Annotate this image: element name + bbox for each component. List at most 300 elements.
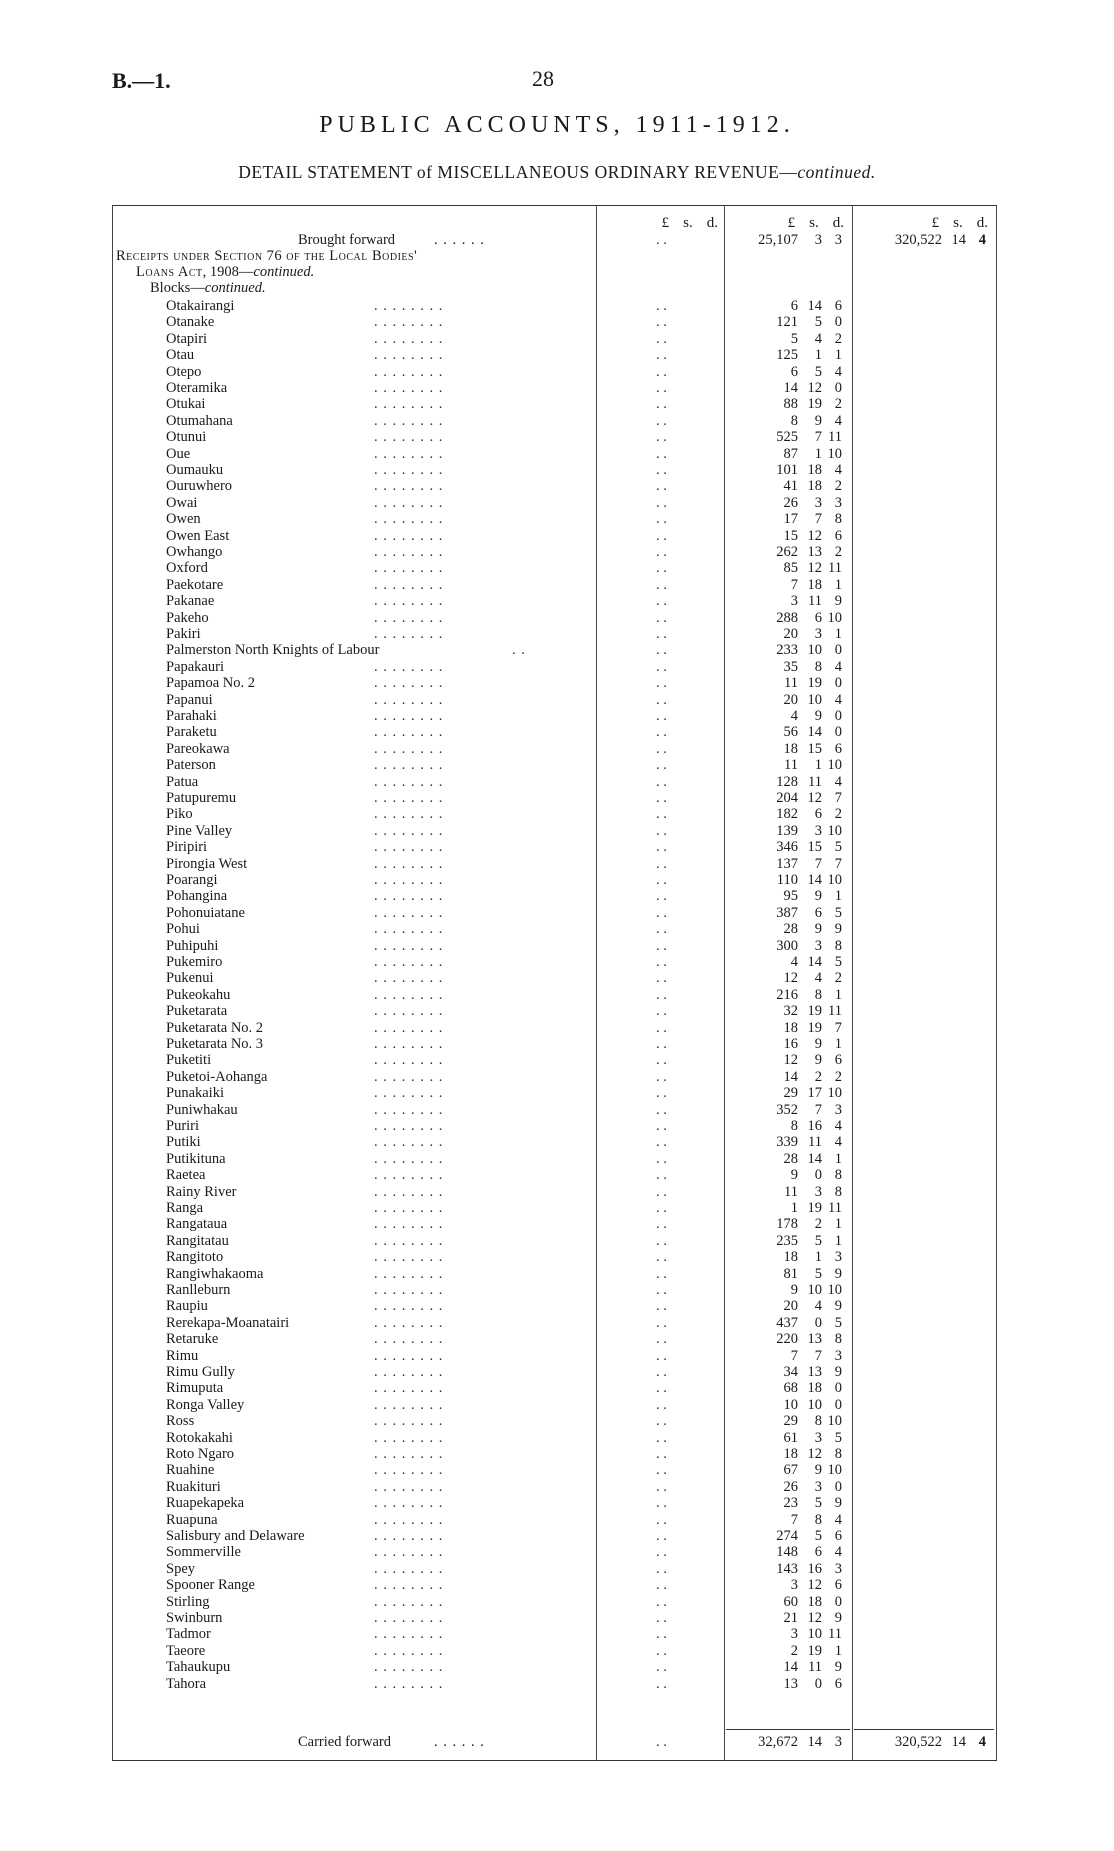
table-row xyxy=(112,888,996,904)
leader-dots: . . . . . . . . xyxy=(374,1282,444,1298)
table-row xyxy=(112,1216,996,1232)
block-name: Piko xyxy=(166,806,193,823)
amount-pounds: 61 xyxy=(783,1429,798,1446)
block-name: Ranga xyxy=(166,1200,204,1216)
block-name: Puniwhakau xyxy=(166,1101,238,1118)
leader-dots: . . . . . . . . xyxy=(374,1150,444,1167)
table-row xyxy=(112,1036,996,1052)
table-row xyxy=(112,692,996,708)
amount-pounds: 10 xyxy=(783,1396,798,1413)
col1-empty-dots: . . xyxy=(656,478,667,495)
amount-shillings: 3 xyxy=(814,822,822,839)
table-row xyxy=(112,921,996,937)
leader-dots: . . . . . . . . xyxy=(374,757,444,774)
leader-dots: . . . . . . . . xyxy=(374,429,444,446)
amount-pence: 4 xyxy=(834,1118,842,1134)
table-row xyxy=(112,1249,996,1265)
leader-dots: . . . . . . . . xyxy=(374,560,444,577)
brought-forward-row xyxy=(112,232,996,248)
table-row xyxy=(112,1544,996,1560)
leader-dots: . . . . . . . . xyxy=(374,1167,444,1184)
table-row xyxy=(112,577,996,593)
table-row xyxy=(112,560,996,576)
leader-dots: . . . . . . . . xyxy=(374,740,444,757)
table-row xyxy=(112,1676,996,1692)
table-row xyxy=(112,1380,996,1396)
amount-shillings: 3 xyxy=(814,494,822,511)
amount-pence: 10 xyxy=(827,872,842,888)
amount-pounds: 4 xyxy=(790,954,798,970)
leader-dots: . . . . . . . . xyxy=(374,1429,444,1446)
block-name: Oue xyxy=(166,445,191,462)
block-name: Parahaki xyxy=(166,708,217,724)
block-name: Tahora xyxy=(166,1675,207,1692)
col1-empty-dots: . . xyxy=(656,839,667,856)
amount-pence: 4 xyxy=(834,1511,842,1528)
col1-empty-dots: . . xyxy=(656,1610,667,1626)
col1-empty-dots: . . xyxy=(656,1167,667,1184)
table-row xyxy=(112,708,996,724)
amount-pence: 10 xyxy=(827,1462,842,1479)
amount-shillings: 7 xyxy=(814,855,822,872)
leader-dots: . . . . . . . . xyxy=(374,1232,444,1249)
amount-shillings: 19 xyxy=(807,396,822,413)
block-name: Papamoa No. 2 xyxy=(166,675,255,692)
amount-pence: 4 xyxy=(978,232,986,248)
block-name: Ronga Valley xyxy=(166,1396,245,1413)
amount-pence: 0 xyxy=(834,675,842,692)
block-name: Otunui xyxy=(166,429,207,446)
col1-empty-dots: . . xyxy=(656,1036,667,1052)
amount-pounds: 81 xyxy=(783,1265,798,1282)
amount-pence: 11 xyxy=(828,1626,842,1643)
amount-pounds: 4 xyxy=(790,708,798,724)
table-row xyxy=(112,938,996,954)
brought-forward-col1: . . xyxy=(656,232,667,248)
block-name: Paterson xyxy=(166,757,216,774)
leader-dots: . . . . . . . . xyxy=(374,363,444,380)
leader-dots: . . . . . . . . xyxy=(374,1610,444,1626)
table-row xyxy=(112,905,996,921)
leader-dots: . . . . . . . . xyxy=(374,576,444,593)
amount-pence: 6 xyxy=(834,298,842,314)
table-row xyxy=(112,1626,996,1642)
amount-pence: 5 xyxy=(834,839,842,856)
leader-dots: . . . . . . . . xyxy=(374,1036,444,1052)
block-name: Papakauri xyxy=(166,658,224,675)
block-name: Oumauku xyxy=(166,462,224,478)
leader-dots: . . . . . . . . xyxy=(374,1085,444,1102)
block-name: Poarangi xyxy=(166,872,218,888)
col1-empty-dots: . . xyxy=(656,1249,667,1266)
amount-pounds: 220 xyxy=(776,1331,798,1348)
col1-empty-dots: . . xyxy=(656,1659,667,1676)
amount-pounds: 2 xyxy=(790,1642,798,1659)
amount-pounds: 274 xyxy=(776,1528,798,1544)
amount-pounds: 11 xyxy=(784,757,798,774)
block-name: Puketarata xyxy=(166,1003,228,1020)
block-name: Rangataua xyxy=(166,1216,228,1233)
block-name: Puhipuhi xyxy=(166,937,219,954)
brought-forward-dots: . . . . . . xyxy=(434,232,485,248)
col2-header xyxy=(734,215,844,232)
block-name: Stirling xyxy=(166,1593,210,1610)
block-name: Palmerston North Knights of Labour xyxy=(166,642,380,659)
leader-dots: . . . . . . . . xyxy=(374,1216,444,1233)
carried-forward-col1: . . xyxy=(656,1734,667,1750)
amount-pence: 3 xyxy=(834,232,842,248)
amount-pounds: 7 xyxy=(790,1347,798,1364)
amount-pounds: 11 xyxy=(784,675,798,692)
block-name: Rimu Gully xyxy=(166,1364,235,1380)
amount-pounds: 29 xyxy=(783,1085,798,1102)
amount-pence: 0 xyxy=(834,1380,842,1397)
amount-shillings: 6 xyxy=(814,806,822,823)
amount-pounds: 288 xyxy=(776,609,798,626)
block-name: Otanake xyxy=(166,314,215,331)
table-row xyxy=(112,1069,996,1085)
amount-pounds: 437 xyxy=(776,1314,798,1331)
leader-dots: . . . . . . . . xyxy=(374,1642,444,1659)
col1-empty-dots: . . xyxy=(656,675,667,692)
block-name: Tadmor xyxy=(166,1626,211,1643)
col1-empty-dots: . . xyxy=(656,691,667,708)
leader-dots: . . . . . . . . xyxy=(374,1560,444,1577)
blocks-heading xyxy=(150,280,266,296)
leader-dots: . . . . . . . . xyxy=(374,1331,444,1348)
table-row xyxy=(112,839,996,855)
block-name: Owai xyxy=(166,494,198,511)
col1-empty-dots: . . xyxy=(656,1216,667,1233)
leader-dots: . . . . . . . . xyxy=(374,1396,444,1413)
amount-shillings: 13 xyxy=(807,1364,822,1380)
amount-pounds: 68 xyxy=(783,1380,798,1397)
col1-empty-dots: . . xyxy=(656,1085,667,1102)
amount-shillings: 6 xyxy=(814,1544,822,1561)
block-name: Punakaiki xyxy=(166,1085,224,1102)
block-name: Oteramika xyxy=(166,380,228,396)
amount-pence: 0 xyxy=(834,642,842,659)
block-name: Puketarata No. 2 xyxy=(166,1019,264,1036)
block-name: Otapiri xyxy=(166,330,208,347)
table-row xyxy=(112,511,996,527)
amount-pence: 1 xyxy=(834,1642,842,1659)
amount-shillings: 5 xyxy=(814,1495,822,1512)
amount-shillings: 12 xyxy=(807,380,822,396)
amount-pence: 0 xyxy=(834,380,842,396)
amount-pounds: 14 xyxy=(783,380,798,396)
col1-empty-dots: . . xyxy=(656,527,667,544)
leader-dots: . . . . . . . . xyxy=(374,478,444,495)
block-name: Rangitoto xyxy=(166,1249,224,1266)
block-name: Pukeokahu xyxy=(166,986,231,1003)
block-name: Retaruke xyxy=(166,1331,219,1348)
amount-pounds: 32,672 xyxy=(758,1734,798,1750)
amount-pounds: 525 xyxy=(776,429,798,446)
amount-pence: 1 xyxy=(834,888,842,905)
leader-dots: . . . . . . . . xyxy=(374,1314,444,1331)
amount-shillings: 9 xyxy=(814,888,822,905)
amount-shillings: 6 xyxy=(814,609,822,626)
table-row xyxy=(112,970,996,986)
amount-pence: 9 xyxy=(834,1610,842,1626)
col1-empty-dots: . . xyxy=(656,298,667,314)
leader-dots: . . . . . . . . xyxy=(374,298,444,314)
amount-pence: 8 xyxy=(834,1446,842,1462)
block-name: Puriri xyxy=(166,1118,200,1134)
col1-empty-dots: . . xyxy=(656,872,667,888)
amount-pence: 9 xyxy=(834,921,842,938)
amount-shillings: 4 xyxy=(814,970,822,987)
block-name: Paekotare xyxy=(166,576,224,593)
leader-dots: . . . . . . . . xyxy=(374,1265,444,1282)
amount-pounds: 20 xyxy=(783,691,798,708)
block-name: Rerekapa-Moanatairi xyxy=(166,1314,290,1331)
section-heading-line1: Receipts under Section 76 of the Local Bodies' xyxy=(116,248,418,264)
block-name: Pukenui xyxy=(166,970,214,987)
leader-dots: . . . . . . . . xyxy=(374,1101,444,1118)
amount-pounds: 35 xyxy=(783,658,798,675)
table-row xyxy=(112,1643,996,1659)
leader-dots: . . . . . . . . xyxy=(374,839,444,856)
amount-shillings: 1 xyxy=(814,757,822,774)
col1-empty-dots: . . xyxy=(656,1380,667,1397)
amount-pence: 4 xyxy=(834,1134,842,1151)
amount-pounds: 320,522 xyxy=(894,232,942,248)
col1-empty-dots: . . xyxy=(656,445,667,462)
amount-pounds: 28 xyxy=(783,1150,798,1167)
amount-pence: 8 xyxy=(834,1331,842,1348)
block-name: Ruapuna xyxy=(166,1511,218,1528)
amount-pence: 4 xyxy=(834,773,842,790)
table-row xyxy=(112,774,996,790)
amount-shillings: 9 xyxy=(814,1462,822,1479)
amount-pence: 6 xyxy=(834,740,842,757)
col1-empty-dots: . . xyxy=(656,1265,667,1282)
block-name: Papanui xyxy=(166,691,213,708)
amount-shillings: 7 xyxy=(814,511,822,528)
table-row xyxy=(112,1397,996,1413)
amount-shillings: 13 xyxy=(807,544,822,560)
col1-empty-dots: . . xyxy=(656,1577,667,1594)
amount-shillings: 3 xyxy=(814,1183,822,1200)
table-row xyxy=(112,1134,996,1150)
amount-pence: 7 xyxy=(834,855,842,872)
col1-empty-dots: . . xyxy=(656,757,667,774)
table-row xyxy=(112,1594,996,1610)
amount-shillings: 2 xyxy=(814,1068,822,1085)
amount-shillings: 3 xyxy=(814,232,822,248)
col1-empty-dots: . . xyxy=(656,1593,667,1610)
table-row xyxy=(112,495,996,511)
leader-dots: . . . . . . . . xyxy=(374,1134,444,1151)
table-row xyxy=(112,642,996,658)
col1-empty-dots: . . xyxy=(656,658,667,675)
amount-pence: 9 xyxy=(834,1364,842,1380)
block-name: Owen East xyxy=(166,527,230,544)
amount-shillings: 16 xyxy=(807,1118,822,1134)
amount-pence: 2 xyxy=(834,478,842,495)
leader-dots: . . . . . . . . xyxy=(374,1478,444,1495)
amount-shillings: 19 xyxy=(807,675,822,692)
table-row xyxy=(112,413,996,429)
block-name: Pakanae xyxy=(166,593,215,610)
block-name: Puketiti xyxy=(166,1052,212,1069)
table-row xyxy=(112,1282,996,1298)
amount-pounds: 34 xyxy=(783,1364,798,1380)
block-name: Ruapekapeka xyxy=(166,1495,245,1512)
amount-shillings: 1 xyxy=(814,347,822,364)
amount-shillings: 9 xyxy=(814,708,822,724)
amount-pence: 2 xyxy=(834,970,842,987)
amount-pounds: 26 xyxy=(783,1478,798,1495)
amount-shillings: 15 xyxy=(807,740,822,757)
amount-shillings: 5 xyxy=(814,363,822,380)
block-name: Rangiwhakaoma xyxy=(166,1265,264,1282)
col1-empty-dots: . . xyxy=(656,462,667,478)
leader-dots: . . . . . . . . xyxy=(374,1347,444,1364)
amount-pence: 6 xyxy=(834,527,842,544)
amount-pence: 6 xyxy=(834,1675,842,1692)
col1-empty-dots: . . xyxy=(656,1347,667,1364)
amount-pence: 6 xyxy=(834,1052,842,1069)
amount-pounds: 21 xyxy=(783,1610,798,1626)
amount-pounds: 23 xyxy=(783,1495,798,1512)
leader-dots: . . . . . . . . xyxy=(374,1019,444,1036)
block-name: Rangitatau xyxy=(166,1232,229,1249)
amount-pounds: 320,522 xyxy=(894,1734,942,1750)
amount-pounds: 18 xyxy=(783,1019,798,1036)
col1-empty-dots: . . xyxy=(656,380,667,396)
col1-empty-dots: . . xyxy=(656,1495,667,1512)
amount-pounds: 233 xyxy=(776,642,798,659)
blocks-label: Blocks— xyxy=(150,280,205,296)
col1-empty-dots: . . xyxy=(656,1462,667,1479)
col1-empty-dots: . . xyxy=(656,1364,667,1380)
col1-empty-dots: . . xyxy=(656,773,667,790)
act-continued: continued. xyxy=(253,264,315,280)
table-bottom-rule xyxy=(112,1760,997,1761)
amount-shillings: 13 xyxy=(807,1331,822,1348)
subtitle-continued: continued. xyxy=(797,162,876,182)
amount-shillings: 7 xyxy=(814,429,822,446)
block-name: Taeore xyxy=(166,1642,206,1659)
amount-pence: 3 xyxy=(834,1347,842,1364)
leader-dots: . . . . . . . . xyxy=(374,1626,444,1643)
col1-empty-dots: . . xyxy=(656,1429,667,1446)
revenue-table xyxy=(112,205,996,1760)
table-row xyxy=(112,954,996,970)
table-row xyxy=(112,1348,996,1364)
amount-pounds: 182 xyxy=(776,806,798,823)
subtotal-rule-col2 xyxy=(726,1729,850,1730)
block-name: Rimuputa xyxy=(166,1380,224,1397)
table-row xyxy=(112,298,996,314)
amount-pounds: 139 xyxy=(776,822,798,839)
amount-shillings: 12 xyxy=(807,560,822,577)
table-row xyxy=(112,872,996,888)
amount-pounds: 110 xyxy=(776,872,798,888)
table-row xyxy=(112,1512,996,1528)
col1-empty-dots: . . xyxy=(656,970,667,987)
leader-dots: . . . . . . . . xyxy=(374,921,444,938)
page-number: 28 xyxy=(532,66,554,91)
col1-empty-dots: . . xyxy=(656,363,667,380)
amount-shillings: 12 xyxy=(807,527,822,544)
block-name: Pakiri xyxy=(166,626,201,642)
table-row xyxy=(112,1430,996,1446)
leader-dots: . . . . . . . . xyxy=(374,609,444,626)
page-title: PUBLIC ACCOUNTS, 1911-1912. xyxy=(319,112,795,138)
amount-pence: 9 xyxy=(834,1265,842,1282)
leader-dots: . . . . . . . . xyxy=(374,1462,444,1479)
col1-empty-dots: . . xyxy=(656,806,667,823)
leader-dots: . . . . . . . . xyxy=(374,806,444,823)
table-row xyxy=(112,1659,996,1675)
leader-dots: . . . . . . . . xyxy=(374,1183,444,1200)
col1-empty-dots: . . xyxy=(656,576,667,593)
col1-empty-dots: . . xyxy=(656,1314,667,1331)
table-row xyxy=(112,1167,996,1183)
amount-pounds: 8 xyxy=(790,1118,798,1134)
amount-pence: 5 xyxy=(834,1429,842,1446)
col1-empty-dots: . . xyxy=(656,937,667,954)
col1-empty-dots: . . xyxy=(656,330,667,347)
amount-pounds: 18 xyxy=(783,1249,798,1266)
block-name: Pareokawa xyxy=(166,740,230,757)
leader-dots: . . . . . . . . xyxy=(374,1593,444,1610)
document-reference: B.—1. xyxy=(112,68,171,93)
col2-shilling: s. xyxy=(809,215,819,231)
block-name: Patupuremu xyxy=(166,790,237,806)
amount-shillings: 9 xyxy=(814,1036,822,1052)
amount-pence: 8 xyxy=(834,937,842,954)
leader-dots: . . . . . . . . xyxy=(374,790,444,806)
amount-pence: 4 xyxy=(834,462,842,478)
col1-header xyxy=(608,215,718,232)
amount-pounds: 56 xyxy=(783,724,798,741)
amount-shillings: 7 xyxy=(814,1347,822,1364)
amount-pence: 3 xyxy=(834,1101,842,1118)
amount-pence: 2 xyxy=(834,806,842,823)
amount-pounds: 32 xyxy=(783,1003,798,1020)
table-row xyxy=(112,544,996,560)
amount-pence: 1 xyxy=(834,1150,842,1167)
leader-dots: . . . . . . . . xyxy=(374,822,444,839)
leader-dots: . . . . . . . . xyxy=(374,1446,444,1462)
table-row xyxy=(112,1298,996,1314)
leader-dots: . . . . . . . . xyxy=(374,494,444,511)
col1-empty-dots: . . xyxy=(656,822,667,839)
col1-empty-dots: . . xyxy=(656,396,667,413)
amount-shillings: 18 xyxy=(807,462,822,478)
amount-shillings: 9 xyxy=(814,921,822,938)
amount-pounds: 16 xyxy=(783,1036,798,1052)
block-name: Ranlleburn xyxy=(166,1282,231,1298)
table-row xyxy=(112,462,996,478)
col1-empty-dots: . . xyxy=(656,904,667,921)
leader-dots: . . . . . . . . xyxy=(374,1495,444,1512)
amount-shillings: 3 xyxy=(814,1429,822,1446)
block-name: Piripiri xyxy=(166,839,208,856)
col1-empty-dots: . . xyxy=(656,921,667,938)
amount-shillings: 8 xyxy=(814,658,822,675)
col1-empty-dots: . . xyxy=(656,1478,667,1495)
amount-pence: 6 xyxy=(834,1528,842,1544)
col1-empty-dots: . . xyxy=(656,1396,667,1413)
col1-empty-dots: . . xyxy=(656,986,667,1003)
amount-pence: 1 xyxy=(834,347,842,364)
